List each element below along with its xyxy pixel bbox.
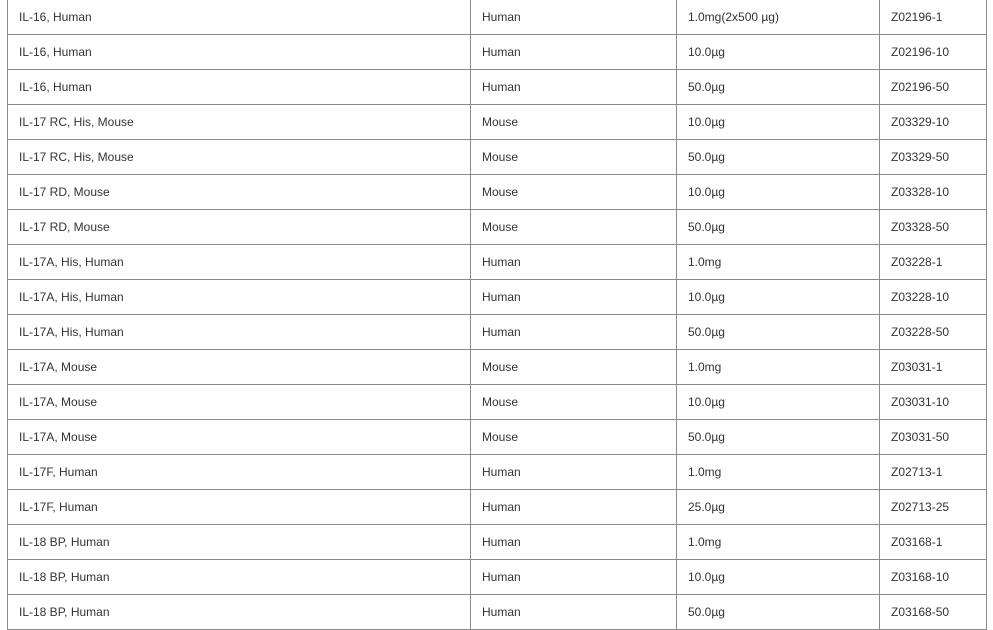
species-cell: Human [471, 70, 677, 105]
table-row [8, 70, 987, 105]
table-row [8, 455, 987, 490]
table-row [8, 420, 987, 455]
table-row [8, 595, 987, 630]
species-cell: Human [471, 490, 677, 525]
size-cell: 50.0µg [677, 140, 880, 175]
size-cell: 10.0µg [677, 105, 880, 140]
product-name-cell: IL-16, Human [8, 0, 471, 35]
size-cell: 10.0µg [677, 560, 880, 595]
product-name-cell: IL-18 BP, Human [8, 525, 471, 560]
species-cell: Mouse [471, 420, 677, 455]
table-row [8, 0, 987, 35]
table-row [8, 140, 987, 175]
table-row [8, 525, 987, 560]
catalog-number-cell: Z02196-10 [880, 35, 987, 70]
product-name-cell: IL-17F, Human [8, 490, 471, 525]
species-cell: Mouse [471, 140, 677, 175]
species-cell: Mouse [471, 350, 677, 385]
size-cell: 50.0µg [677, 420, 880, 455]
catalog-number-cell: Z02713-25 [880, 490, 987, 525]
catalog-number-cell: Z03031-10 [880, 385, 987, 420]
species-cell: Human [471, 455, 677, 490]
catalog-number-cell: Z02196-50 [880, 70, 987, 105]
catalog-number-cell: Z03328-50 [880, 210, 987, 245]
table-row [8, 105, 987, 140]
table-row [8, 315, 987, 350]
product-name-cell: IL-17A, His, Human [8, 245, 471, 280]
table-row [8, 350, 987, 385]
product-name-cell: IL-16, Human [8, 35, 471, 70]
species-cell: Human [471, 560, 677, 595]
species-cell: Human [471, 280, 677, 315]
product-name-cell: IL-17 RD, Mouse [8, 210, 471, 245]
size-cell: 50.0µg [677, 315, 880, 350]
species-cell: Mouse [471, 385, 677, 420]
table-row [8, 210, 987, 245]
size-cell: 1.0mg [677, 245, 880, 280]
size-cell: 50.0µg [677, 595, 880, 630]
catalog-number-cell: Z03168-1 [880, 525, 987, 560]
catalog-number-cell: Z03228-10 [880, 280, 987, 315]
species-cell: Mouse [471, 175, 677, 210]
size-cell: 1.0mg(2x500 µg) [677, 0, 880, 35]
size-cell: 25.0µg [677, 490, 880, 525]
size-cell: 50.0µg [677, 70, 880, 105]
table-row [8, 175, 987, 210]
species-cell: Mouse [471, 105, 677, 140]
size-cell: 10.0µg [677, 35, 880, 70]
catalog-number-cell: Z03228-1 [880, 245, 987, 280]
catalog-number-cell: Z03168-50 [880, 595, 987, 630]
species-cell: Human [471, 35, 677, 70]
table-row [8, 245, 987, 280]
product-name-cell: IL-17A, His, Human [8, 315, 471, 350]
product-name-cell: IL-17 RC, His, Mouse [8, 105, 471, 140]
product-name-cell: IL-18 BP, Human [8, 560, 471, 595]
product-table-body [8, 0, 987, 630]
product-name-cell: IL-17A, Mouse [8, 350, 471, 385]
product-name-cell: IL-16, Human [8, 70, 471, 105]
table-row [8, 560, 987, 595]
product-name-cell: IL-17A, Mouse [8, 385, 471, 420]
size-cell: 10.0µg [677, 175, 880, 210]
species-cell: Human [471, 315, 677, 350]
table-row [8, 490, 987, 525]
catalog-number-cell: Z03228-50 [880, 315, 987, 350]
product-name-cell: IL-17 RD, Mouse [8, 175, 471, 210]
product-name-cell: IL-17F, Human [8, 455, 471, 490]
size-cell: 1.0mg [677, 455, 880, 490]
table-row [8, 385, 987, 420]
product-name-cell: IL-17A, Mouse [8, 420, 471, 455]
size-cell: 1.0mg [677, 525, 880, 560]
product-name-cell: IL-17 RC, His, Mouse [8, 140, 471, 175]
catalog-number-cell: Z03329-10 [880, 105, 987, 140]
catalog-number-cell: Z03168-10 [880, 560, 987, 595]
species-cell: Mouse [471, 210, 677, 245]
size-cell: 1.0mg [677, 350, 880, 385]
catalog-number-cell: Z03329-50 [880, 140, 987, 175]
product-name-cell: IL-18 BP, Human [8, 595, 471, 630]
catalog-number-cell: Z03031-1 [880, 350, 987, 385]
catalog-number-cell: Z02196-1 [880, 0, 987, 35]
size-cell: 10.0µg [677, 280, 880, 315]
size-cell: 10.0µg [677, 385, 880, 420]
catalog-number-cell: Z03328-10 [880, 175, 987, 210]
size-cell: 50.0µg [677, 210, 880, 245]
catalog-number-cell: Z03031-50 [880, 420, 987, 455]
species-cell: Human [471, 245, 677, 280]
product-table [7, 0, 987, 630]
catalog-number-cell: Z02713-1 [880, 455, 987, 490]
product-name-cell: IL-17A, His, Human [8, 280, 471, 315]
species-cell: Human [471, 525, 677, 560]
species-cell: Human [471, 595, 677, 630]
table-row [8, 280, 987, 315]
product-table-container [7, 0, 986, 630]
species-cell: Human [471, 0, 677, 35]
table-row [8, 35, 987, 70]
